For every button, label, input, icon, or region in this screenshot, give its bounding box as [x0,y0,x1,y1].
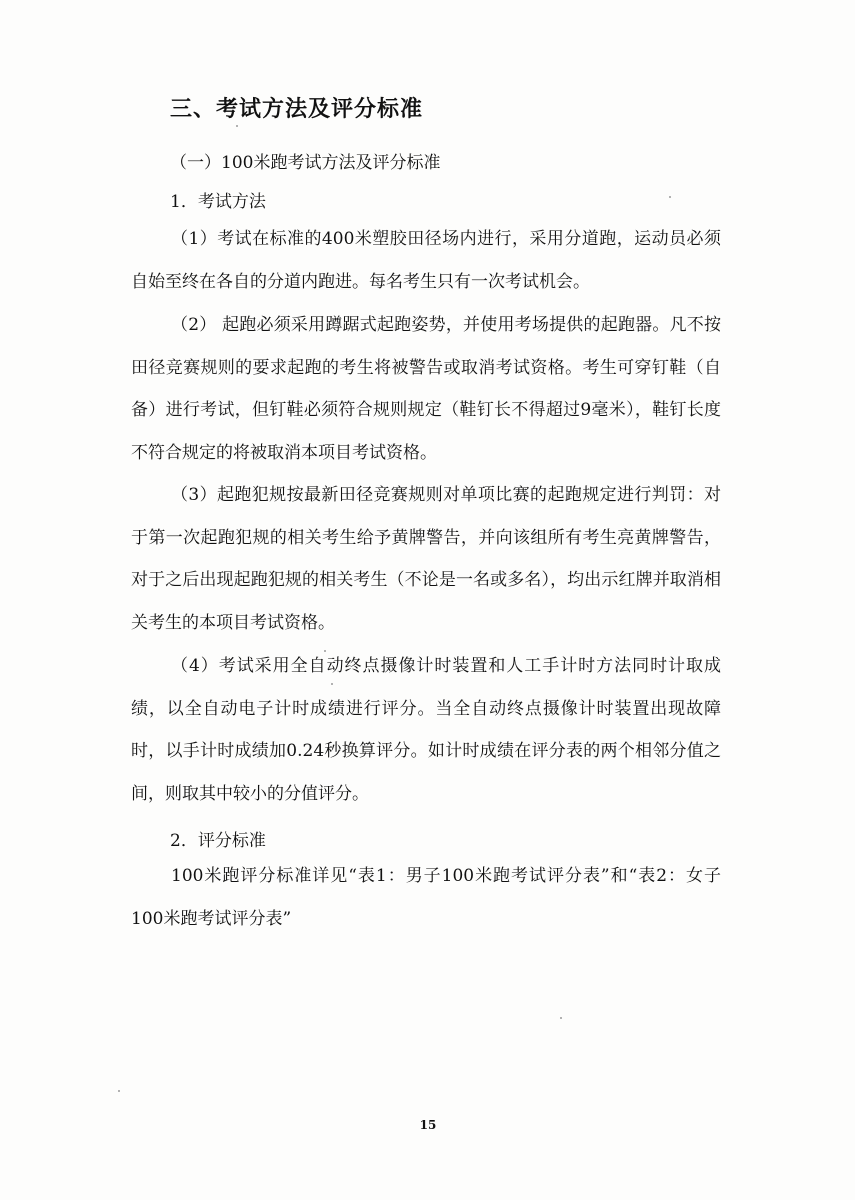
subsection-heading: （一）100米跑考试方法及评分标准 [170,153,441,173]
paragraph-rule-3: （3）起跑犯规按最新田径竞赛规则对单项比赛的起跑规定进行判罚：对于第一次起跑犯规的相关考生给予黄牌警告，并向该组所有考生亮黄牌警告，对于之后出现起跑犯规的相关考生（不论是一名或多名），均出示红牌并取消相关考生的本项目考试资格。 [131,485,721,633]
scan-speck [560,1017,562,1019]
paragraph-rule-1: （1）考试在标准的400米塑胶田径场内进行，采用分道跑，运动员必须自始至终在各自的分道内跑进。每名考生只有一次考试机会。 [131,229,721,292]
scan-speck [331,683,333,685]
scan-speck [236,125,238,127]
exam-method-heading: 1．考试方法 [170,192,266,212]
scan-speck [118,1090,120,1092]
paragraph-rule-4: （4）考试采用全自动终点摄像计时装置和人工手计时方法同时计取成绩，以全自动电子计时成绩进行评分。当全自动终点摄像计时装置出现故障时，以手计时成绩加0.24秒换算评分。如计时成绩在评分表的两个相邻分值之间，则取其中较小的分值评分。 [131,656,721,804]
scan-speck [324,650,326,652]
scoring-standard-heading: 2．评分标准 [170,831,266,851]
section-heading: 三、考试方法及评分标准 [170,96,424,122]
paragraph-scoring-reference: 100米跑评分标准详见“表1：男子100米跑考试评分表”和“表2：女子100米跑考试评分表” [131,866,721,929]
paragraph-rule-2: （2） 起跑必须采用蹲踞式起跑姿势，并使用考场提供的起跑器。凡不按田径竞赛规则的要求起跑的考生将被警告或取消考试资格。考生可穿钉鞋（自备）进行考试，但钉鞋必须符合规则规定（鞋钉长不得超过9毫米），鞋钉长度不符合规定的将被取消本项目考试资格。 [131,315,721,463]
scan-speck [669,196,671,198]
page-number: 15 [419,1118,437,1132]
